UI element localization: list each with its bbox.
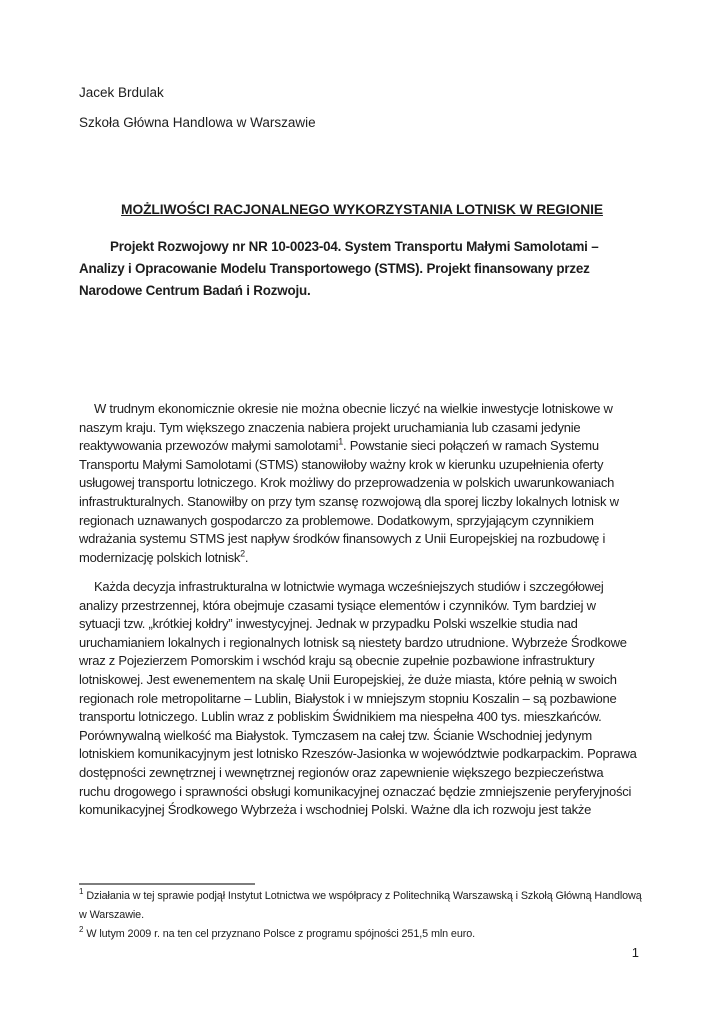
footnote-1-text: Działania w tej sprawie podjął Instytut Lotnictwa we współpracy z Politechniką Warszawską i Szkołą Główną Handlową w Warszawie. [79,890,642,921]
author-name: Jacek Brdulak [79,85,164,100]
author-affiliation: Szkoła Główna Handlowa w Warszawie [79,115,316,130]
document-title: MOŻLIWOŚCI RACJONALNEGO WYKORZYSTANIA LOTNISK W REGIONIE [121,202,603,217]
footnote-2-text: W lutym 2009 r. na ten cel przyznano Polsce z programu spójności 251,5 mln euro. [86,928,476,940]
project-note: Projekt Rozwojowy nr NR 10-0023-04. System Transportu Małymi Samolotami – Analizy i Opracowanie Modelu Transportowego (STMS). Projekt finansowany przez Narodowe Centrum Badań i Rozwoju. [79,239,599,298]
body-paragraph-1: W trudnym ekonomicznie okresie nie można obecnie liczyć na wielkie inwestycje lotniskowe w naszym kraju. Tym większego znaczenia nabiera projekt uruchamiania lub czasami jedynie reaktywowania przewozów małymi samolotami$^1$. Powstanie sieci połączeń w ramach Systemu Transportu Małymi Samolotami (STMS) stanowiłoby ważny krok w kierunku uzupełnienia oferty usługowej transportu lotniczego. Krok możliwy do przeprowadzenia w polskich uwarunkowaniach infrastrukturalnych. Stanowiłby on przy tym szansę rozwojową dla sporej liczby lokalnych lotnisk w regionach uznawanych gospodarczo za problemowe. Dodatkowym, sprzyjającym czynnikiem wdrażania systemu STMS jest napływ środków finansowych z Unii Europejskiej na rozbudowę i modernizację polskich lotnisk$^2$. [79,401,619,565]
footnotes-section [79,887,645,944]
page-number: 1 [631,945,639,960]
footnote-2-marker: 2 [79,925,84,935]
footnote-1 [79,887,645,925]
body-paragraph-2: Każda decyzja infrastrukturalna w lotnictwie wymaga wcześniejszych studiów i szczegółowej analizy przestrzennej, która obejmuje czasami tysiące elementów i czynników. Tym bardziej w sytuacji tzw. „krótkiej kołdry” inwestycyjnej. Jednak w przypadku Polski wszelkie studia nad uruchamianiem lokalnych i regionalnych lotnisk są niestety bardzo utrudnione. Wybrzeże Środkowe wraz z Pojezierzem Pomorskim i wschód kraju są obecnie zupełnie pozbawione infrastruktury lotniskowej. Jest ewenementem na skalę Unii Europejskiej, że duże miasta, które pełnią w swoich regionach role metropolitarne – Lublin, Białystok i w mniejszym stopniu Koszalin – są pozbawione transportu lotniczego. Lublin wraz z pobliskim Świdnikiem ma niespełna 400 tys. mieszkańców. Porównywalną wielkość ma Białystok. Tymczasem na całej tzw. Ścianie Wschodniej jedynym lotniskiem komunikacyjnym jest lotnisko Rzeszów-Jasionka w województwie podkarpackim. Poprawa dostępności zewnętrznej i wewnętrznej regionów oraz zapewnienie większego bezpieczeństwa ruchu drogowego i sprawności obsługi komunikacyjnej oznaczać będzie zmniejszenie peryferyjności komunikacyjnej Środkowego Wybrzeża i wschodniej Polski. Ważne dla ich rozwoju jest także [79,579,637,818]
footnote-1-marker: 1 [79,887,84,897]
footnote-separator-rule [79,883,255,885]
footnote-2 [79,925,645,944]
